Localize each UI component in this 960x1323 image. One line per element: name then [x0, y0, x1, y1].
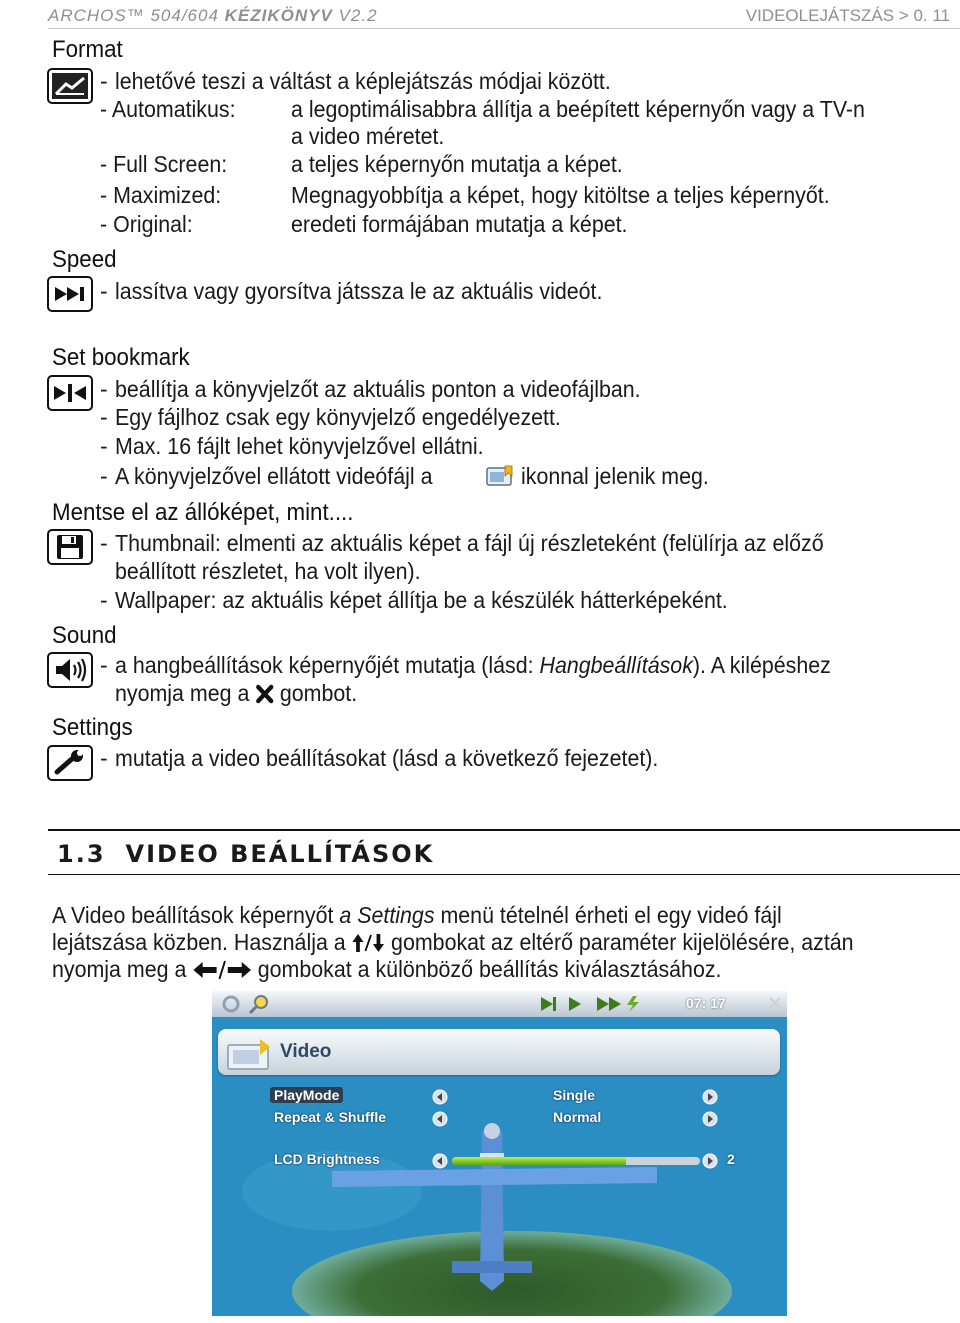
left-arrow-icon[interactable]	[432, 1153, 448, 1174]
speed-line: lassítva vagy gyorsítva játssza le az aktuális videót.	[115, 278, 603, 304]
save-line: Wallpaper: az aktuális képet állítja be a készülék hátterképeként.	[115, 587, 728, 613]
bookmark-heading: Set bookmark	[52, 344, 190, 371]
loop-icon	[220, 994, 242, 1014]
format-item-text: a video méretet.	[291, 123, 445, 149]
sound-heading: Sound	[52, 622, 117, 649]
video-settings-screenshot	[212, 991, 787, 1316]
right-arrow-icon[interactable]	[702, 1089, 718, 1110]
save-line: Thumbnail: elmenti az aktuális képet a fájl új részleteként (felülírja az előző	[115, 530, 824, 556]
left-arrow-icon[interactable]	[432, 1111, 448, 1132]
format-item-label: - Automatikus:	[100, 96, 236, 122]
video-panel-header	[218, 1029, 780, 1075]
close-icon	[768, 996, 782, 1010]
bookmark-icon	[47, 375, 93, 411]
settings-row[interactable]	[212, 1109, 787, 1129]
bookmark-line: A könyvjelzővel ellátott videófájl a	[115, 463, 433, 489]
format-item-text: eredeti formájában mutatja a képet.	[291, 211, 628, 237]
version: V2.2	[338, 6, 378, 25]
bookmark-line: ikonnal jelenik meg.	[521, 463, 709, 489]
format-item-label: - Maximized:	[100, 182, 222, 208]
format-icon	[47, 68, 93, 104]
video-folder-icon	[226, 1037, 276, 1076]
settings-menu-reference: a Settings	[339, 902, 435, 928]
running-header-left: ARCHOS™ 504/604 KÉZIKÖNYV V2.2	[48, 6, 378, 25]
left-right-arrows-icon	[192, 959, 252, 986]
format-item-text: a teljes képernyőn mutatja a képet.	[291, 151, 623, 177]
setting-value: Single	[553, 1087, 596, 1103]
setting-value: 2	[727, 1151, 735, 1167]
up-down-arrows-icon	[352, 932, 385, 959]
setting-label: PlayMode	[270, 1087, 343, 1103]
sound-settings-reference: Hangbeállítások	[539, 652, 693, 678]
fast-forward-icon	[47, 276, 93, 312]
wrench-icon	[47, 745, 93, 781]
sound-line: a hangbeállítások képernyőjét mutatja (lásd: Hangbeállítások). A kilépéshez	[115, 652, 831, 678]
settings-row[interactable]	[212, 1151, 787, 1171]
section-rule-bottom	[48, 874, 960, 875]
header-divider	[48, 28, 960, 29]
brightness-slider[interactable]	[452, 1157, 700, 1165]
format-item-label: - Full Screen:	[100, 151, 228, 177]
left-arrow-icon[interactable]	[432, 1089, 448, 1110]
format-item-label: - Original:	[100, 211, 193, 237]
play-status-icon	[539, 995, 649, 1018]
bookmark-line: Egy fájlhoz csak egy könyvjelző engedélyezett.	[115, 404, 561, 430]
intro-line: lejátszása közben. Használja a gombokat az eltérő paraméter kijelölésére, aztán	[52, 929, 854, 959]
bookmark-line: beállítja a könyvjelzőt az aktuális ponton a videofájlban.	[115, 376, 641, 402]
bookmarked-video-icon	[486, 465, 514, 487]
manual-title: KÉZIKÖNYV	[224, 6, 333, 25]
right-arrow-icon[interactable]	[702, 1111, 718, 1132]
speaker-icon	[47, 652, 93, 688]
status-bar	[212, 991, 787, 1017]
brand: ARCHOS	[48, 6, 127, 25]
setting-label: Repeat & Shuffle	[274, 1109, 387, 1125]
running-header-right: VIDEOLEJÁTSZÁS > 0. 11	[745, 6, 950, 25]
magnifier-icon	[248, 993, 270, 1015]
sound-line: nyomja meg a gombot.	[115, 680, 358, 706]
settings-row[interactable]	[212, 1087, 787, 1107]
save-line: beállított részletet, ha volt ilyen).	[115, 558, 421, 584]
setting-value: Normal	[553, 1109, 602, 1125]
section-number: 1.3	[57, 840, 106, 868]
setting-label: LCD Brightness	[274, 1151, 380, 1167]
video-panel-title: Video	[280, 1041, 332, 1062]
save-heading: Mentse el az állóképet, mint....	[52, 499, 354, 526]
format-item-text: a legoptimálisabbra állítja a beépített képernyőn vagy a TV-n	[291, 96, 865, 122]
intro-line: A Video beállítások képernyőt a Settings menü tételnél érheti el egy videó fájl	[52, 902, 782, 928]
bookmark-line: Max. 16 fájlt lehet könyvjelzővel ellátni.	[115, 433, 484, 459]
speed-heading: Speed	[52, 246, 117, 273]
brightness-slider-fill	[452, 1157, 626, 1165]
close-x-icon	[255, 683, 274, 703]
format-item-text: Megnagyobbítja a képet, hogy kitöltse a teljes képernyőt.	[291, 182, 830, 208]
floppy-disk-icon	[47, 529, 93, 565]
model: 504/604	[150, 6, 219, 25]
settings-line: mutatja a video beállításokat (lásd a következő fejezetet).	[115, 745, 659, 771]
settings-heading: Settings	[52, 714, 133, 741]
format-heading: Format	[52, 36, 123, 63]
time-display: 07: 17	[686, 995, 726, 1011]
format-line: lehetővé teszi a váltást a képlejátszás módjai között.	[115, 68, 611, 94]
right-arrow-icon[interactable]	[702, 1153, 718, 1174]
section-rule-top	[48, 829, 960, 831]
intro-line: nyomja meg a gombokat a különböző beállítás kiválasztásához.	[52, 956, 721, 986]
section-title: 1.3 VIDEO BEÁLLÍTÁSOK	[57, 840, 435, 868]
